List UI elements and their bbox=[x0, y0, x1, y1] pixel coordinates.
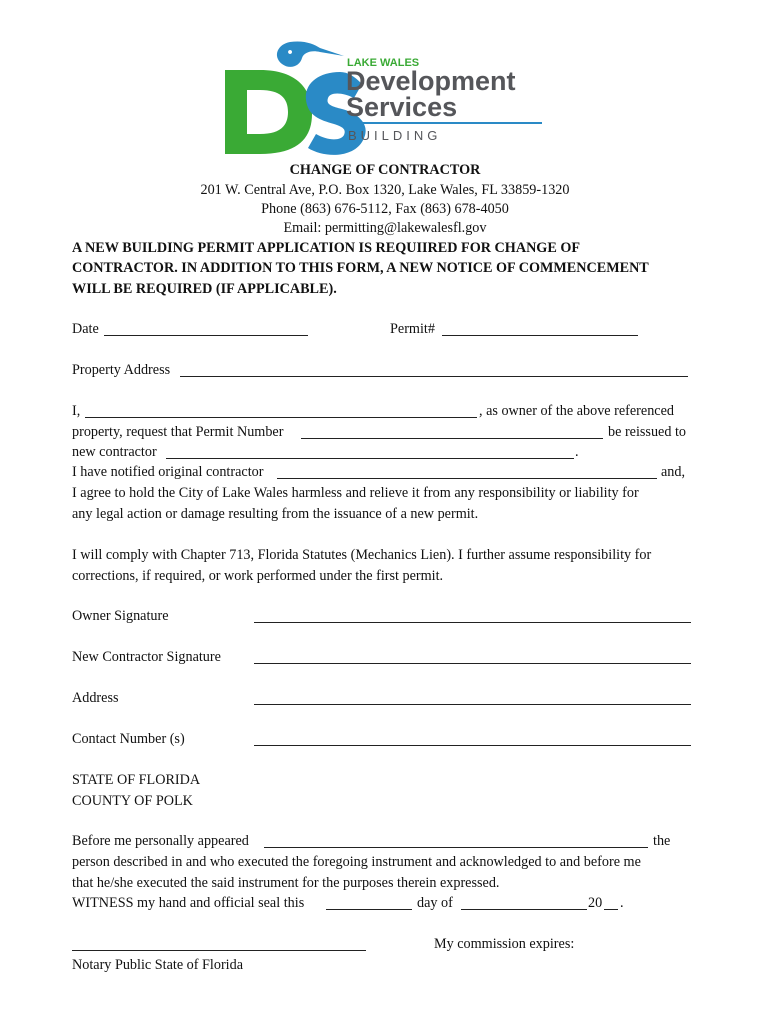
executed-text: that he/she executed the said instrument for the purposes therein expressed. bbox=[72, 875, 500, 891]
county-label: COUNTY OF POLK bbox=[72, 793, 193, 809]
permit-label: Permit# bbox=[390, 321, 435, 337]
property-address-label: Property Address bbox=[72, 362, 171, 378]
notice-line2: CONTRACTOR. IN ADDITION TO THIS FORM, A NEW NOTICE OF COMMENCEMENT bbox=[72, 260, 649, 276]
notary-signature-field[interactable] bbox=[72, 950, 366, 951]
year-prefix-text: 20 bbox=[588, 895, 603, 911]
appeared-suffix-text: the bbox=[653, 833, 671, 849]
year-suffix-text: . bbox=[620, 895, 624, 911]
notice-line1: A NEW BUILDING PERMIT APPLICATION IS REQUIIRED FOR CHANGE OF bbox=[72, 240, 581, 256]
permit-number-field[interactable] bbox=[442, 335, 638, 336]
owner-signature-field[interactable] bbox=[254, 622, 691, 623]
witness-month-field[interactable] bbox=[461, 909, 587, 910]
new-contractor-period: . bbox=[575, 444, 579, 460]
statement-i-label: I, bbox=[72, 403, 81, 419]
office-address: 201 W. Central Ave, P.O. Box 1320, Lake Wales, FL 33859-1320 bbox=[200, 182, 570, 198]
logo-line1: LAKE WALES bbox=[347, 57, 420, 69]
logo-line4: BUILDING bbox=[348, 128, 442, 143]
appeared-name-field[interactable] bbox=[264, 847, 648, 848]
owner-signature-label: Owner Signature bbox=[72, 608, 169, 624]
commission-expires-label: My commission expires: bbox=[434, 936, 575, 952]
property-address-field[interactable] bbox=[180, 376, 688, 377]
request-suffix-text: be reissued to bbox=[608, 424, 687, 440]
new-contractor-signature-field[interactable] bbox=[254, 663, 691, 664]
logo-underline bbox=[346, 122, 542, 124]
date-field[interactable] bbox=[104, 335, 308, 336]
comply-text-line2: corrections, if required, or work performed under the first permit. bbox=[72, 568, 444, 584]
day-of-text: day of bbox=[417, 895, 453, 911]
state-label: STATE OF FLORIDA bbox=[72, 772, 201, 788]
described-text: person described in and who executed the foregoing instrument and acknowledged to and before me bbox=[72, 854, 641, 870]
logo-line2: Development bbox=[346, 66, 516, 96]
notified-prefix-text: I have notified original contractor bbox=[72, 464, 264, 480]
witness-year-field[interactable] bbox=[604, 909, 618, 910]
witness-prefix-text: WITNESS my hand and official seal this bbox=[72, 895, 305, 911]
office-phone: Phone (863) 676-5112, Fax (863) 678-4050 bbox=[261, 201, 509, 217]
contact-number-field[interactable] bbox=[254, 745, 691, 746]
hold-harmless-text: I agree to hold the City of Lake Wales harmless and relieve it from any responsibility or liability for bbox=[72, 485, 639, 501]
owner-suffix-text: , as owner of the above referenced bbox=[479, 403, 674, 419]
logo-line3: Services bbox=[346, 92, 458, 122]
owner-name-field[interactable] bbox=[85, 417, 477, 418]
date-label: Date bbox=[72, 321, 99, 337]
original-contractor-field[interactable] bbox=[277, 478, 657, 479]
notified-suffix-text: and, bbox=[661, 464, 686, 480]
new-contractor-label: new contractor bbox=[72, 444, 157, 460]
notary-public-label: Notary Public State of Florida bbox=[72, 957, 244, 973]
request-prefix-text: property, request that Permit Number bbox=[72, 424, 284, 440]
logo-d-letter bbox=[225, 70, 312, 154]
logo-heron bbox=[277, 41, 344, 66]
office-email: Email: permitting@lakewalesfl.gov bbox=[283, 220, 487, 236]
appeared-prefix-text: Before me personally appeared bbox=[72, 833, 249, 849]
address-label: Address bbox=[72, 690, 119, 706]
legal-action-text: any legal action or damage resulting from the issuance of a new permit. bbox=[72, 506, 479, 522]
witness-day-field[interactable] bbox=[326, 909, 412, 910]
new-contractor-field[interactable] bbox=[166, 458, 574, 459]
lake-wales-development-services-logo bbox=[220, 38, 550, 158]
new-contractor-signature-label: New Contractor Signature bbox=[72, 649, 221, 665]
comply-text-line1: I will comply with Chapter 713, Florida Statutes (Mechanics Lien). I further assume responsibility for bbox=[72, 547, 652, 563]
notice-line3: WILL BE REQUIRED (IF APPLICABLE). bbox=[72, 281, 337, 297]
form-title: CHANGE OF CONTRACTOR bbox=[289, 162, 481, 178]
contact-number-label: Contact Number (s) bbox=[72, 731, 185, 747]
old-permit-number-field[interactable] bbox=[301, 438, 603, 439]
address-field[interactable] bbox=[254, 704, 691, 705]
